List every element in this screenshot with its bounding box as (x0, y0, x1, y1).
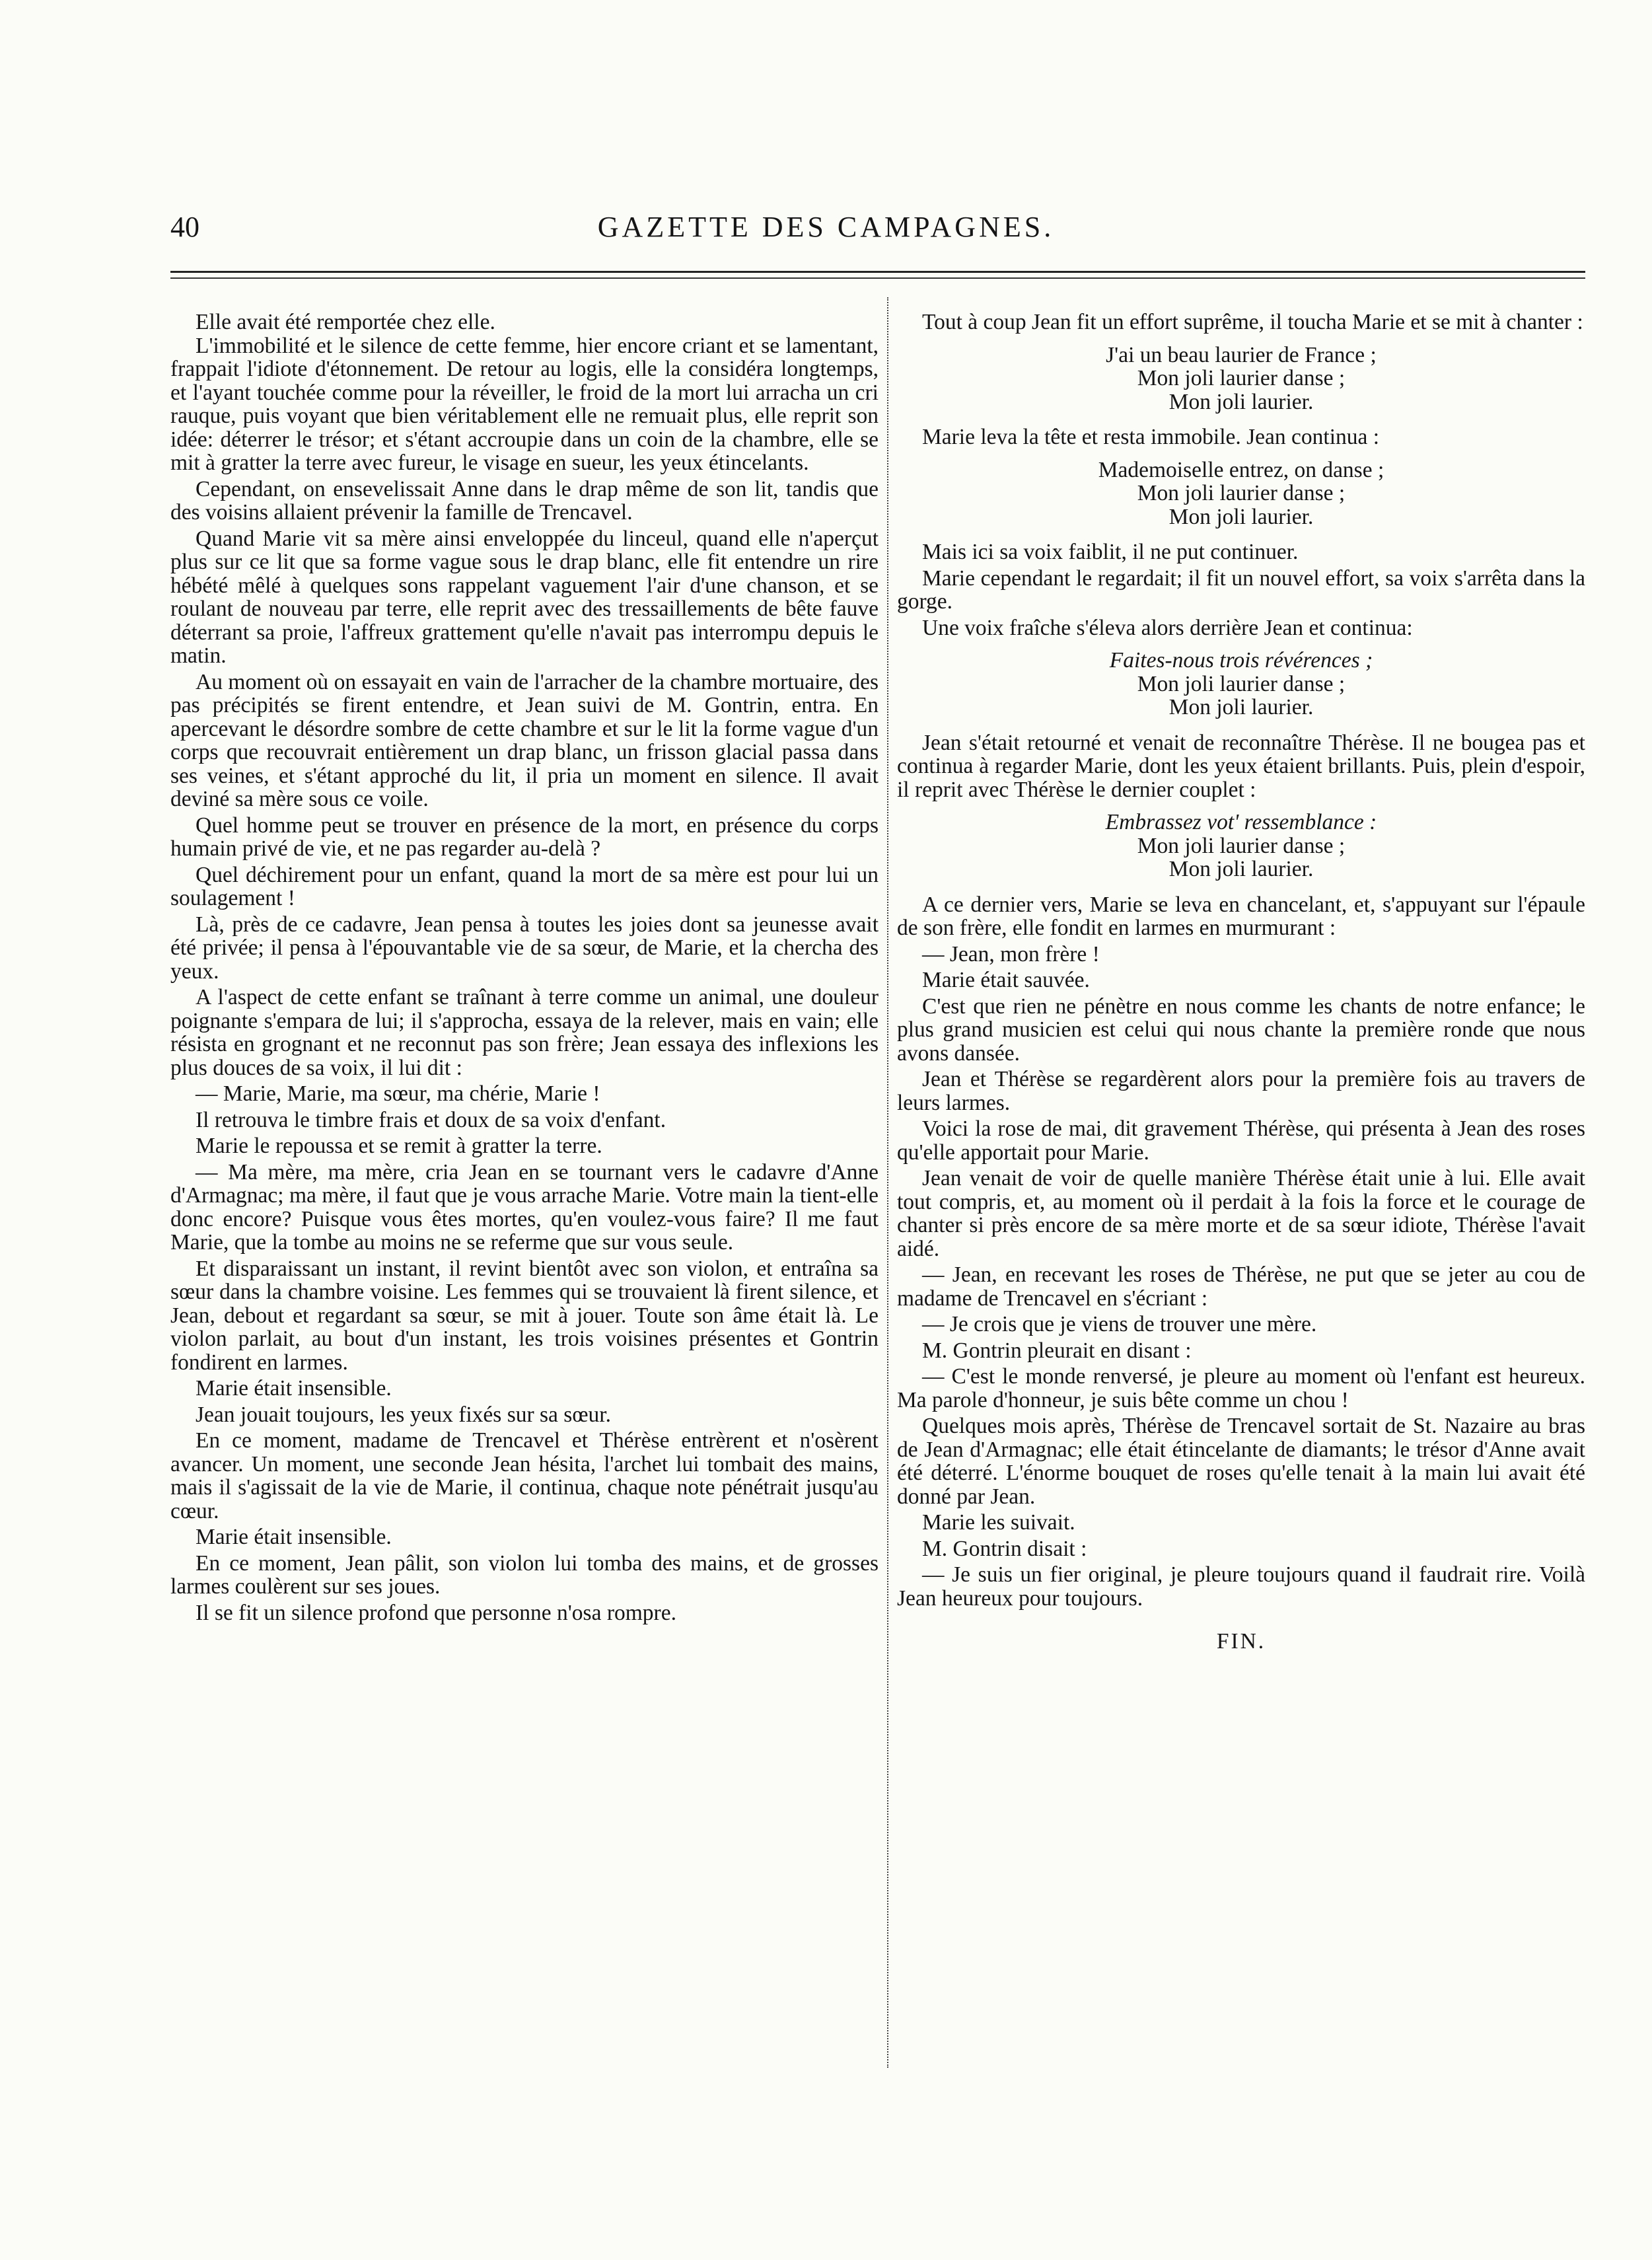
paragraph: Marie était sauvée. (922, 968, 1090, 992)
paragraph: Voici la rose de mai, dit gravement Thérèse, qui présenta à Jean des roses qu'elle apportait pour Marie. (897, 1116, 1585, 1165)
paragraph: L'immobilité et le silence de cette femme, hier encore criant et se lamentant, frappait l'idiote d'étonnement. De retour au logis, elle la considéra longtemps, et l'ayant touchée comme pour la réveiller, le froid de la mort lui arracha un cri rauque, puis voyant que bien véritablement elle ne remuait plus, elle reprit son idée: déterrer le trésor; et s'étant accroupie dans un coin de la chambre, elle se mit à gratter la terre avec fureur, le visage en sueur, les yeux étincelants. (170, 333, 879, 475)
verse-line: Mademoiselle entrez, on danse ; (1098, 457, 1384, 482)
right-column (897, 310, 1585, 2061)
song-verse (897, 811, 1585, 881)
song-verse (897, 649, 1585, 719)
paragraph: A l'aspect de cette enfant se traînant à terre comme un animal, une douleur poignante s'empara de lui; il s'approcha, essaya de la relever, mais en vain; elle résista en grognant et ne reconnut pas son frère; Jean essaya des inflexions les plus douces de sa voix, il lui dit : (170, 985, 879, 1080)
verse-line: Mon joli laurier danse ; (1137, 833, 1346, 858)
verse-line: Mon joli laurier. (1168, 389, 1314, 414)
paragraph: — Je suis un fier original, je pleure toujours quand il faudrait rire. Voilà Jean heureux pour toujours. (897, 1562, 1585, 1611)
paragraph: Quel déchirement pour un enfant, quand la mort de sa mère est pour lui un soulagement ! (170, 862, 879, 910)
paragraph: Mais ici sa voix faiblit, il ne put continuer. (922, 540, 1299, 564)
paragraph: Tout à coup Jean fit un effort suprême, il toucha Marie et se mit à chanter : (922, 310, 1583, 334)
verse-line: Faites-nous trois révérences ; (1109, 648, 1373, 673)
verse-line: Embrassez vot' ressemblance : (1105, 810, 1377, 834)
paragraph: — Ma mère, ma mère, cria Jean en se tournant vers le cadavre d'Anne d'Armagnac; ma mère, il faut que je vous arrache Marie. Votre main la tient-elle donc encore? Puisque vous êtes mortes, qu'en voulez-vous faire? Il me faut Marie, que la tombe au moins ne se referme que sur vous seule. (170, 1159, 879, 1255)
paragraph: Jean venait de voir de quelle manière Thérèse était unie à lui. Elle avait tout compris, et, au moment où il perdait à la fois la force et le courage de chanter si près encore de sa mère morte et de sa sœur idiote, Thérèse l'avait aidé. (897, 1166, 1585, 1261)
header-rule-thin (170, 277, 1585, 279)
verse-line: Mon joli laurier. (1168, 857, 1314, 881)
paragraph: Marie le repoussa et se remit à gratter la terre. (196, 1134, 602, 1158)
paragraph: C'est que rien ne pénètre en nous comme les chants de notre enfance; le plus grand musicien est celui qui nous chante la première ronde que nous avons dansée. (897, 994, 1585, 1066)
verse-line: Mon joli laurier. (1168, 695, 1314, 719)
paragraph: — Jean, mon frère ! (922, 941, 1100, 966)
song-verse (897, 458, 1585, 529)
page-title: GAZETTE DES CAMPAGNES. (597, 211, 1055, 243)
paragraph: — Je crois que je viens de trouver une mère. (922, 1312, 1317, 1336)
verse-line: J'ai un beau laurier de France ; (1106, 342, 1377, 367)
paragraph: Marie était insensible. (196, 1525, 392, 1549)
verse-line: Mon joli laurier danse ; (1137, 481, 1346, 505)
paragraph: Marie était insensible. (196, 1376, 392, 1401)
paragraph: Marie cependant le regardait; il fit un nouvel effort, sa voix s'arrêta dans la gorge. (897, 565, 1585, 614)
paragraph: — C'est le monde renversé, je pleure au moment où l'enfant est heureux. Ma parole d'honneur, je suis bête comme un chou ! (897, 1364, 1585, 1412)
paragraph: — Marie, Marie, ma sœur, ma chérie, Marie ! (196, 1081, 600, 1106)
paragraph: M. Gontrin pleurait en disant : (922, 1338, 1192, 1363)
header-rule (170, 271, 1585, 273)
verse-line: Mon joli laurier. (1168, 504, 1314, 529)
paragraph: Quand Marie vit sa mère ainsi enveloppée du linceul, quand elle n'aperçut plus sur ce lit que sa forme vague sous le drap blanc, elle fit entendre un rire hébété mêlé à quelques sons rappelant vaguement l'air d'une chanson, et se roulant de nouveau par terre, elle reprit avec des tressaillements de bête fauve déterrant sa proie, l'affreux grattement qu'elle n'avait pas interrompu depuis le matin. (170, 526, 879, 668)
verse-line: Mon joli laurier danse ; (1137, 366, 1346, 390)
paragraph: Une voix fraîche s'éleva alors derrière Jean et continua: (922, 615, 1413, 640)
paragraph: Il se fit un silence profond que personne n'osa rompre. (196, 1600, 676, 1625)
paragraph: A ce dernier vers, Marie se leva en chancelant, et, s'appuyant sur l'épaule de son frère, elle fondit en larmes en murmurant : (897, 892, 1585, 940)
column-divider (887, 297, 888, 2068)
verse-line: Mon joli laurier danse ; (1137, 671, 1346, 696)
paragraph: Quelques mois après, Thérèse de Trencavel sortait de St. Nazaire au bras de Jean d'Armagnac; elle était étincelante de diamants; le trésor d'Anne avait été déterré. L'énorme bouquet de roses qu'elle tenait à la main lui avait été donné par Jean. (897, 1414, 1585, 1509)
paragraph: Au moment où on essayait en vain de l'arracher de la chambre mortuaire, des pas précipités se firent entendre, et Jean suivi de M. Gontrin, entra. En apercevant le désordre sombre de cette chambre et sur le lit la forme vague d'un corps que recouvrait entièrement un drap blanc, un frisson glacial passa dans ses veines, et s'étant approché du lit, il pria un moment en silence. Il avait deviné sa mère sous ce voile. (170, 669, 879, 811)
page-number: 40 (170, 211, 199, 243)
paragraph: Cependant, on ensevelissait Anne dans le drap même de son lit, tandis que des voisins allaient prévenir la famille de Trencavel. (170, 476, 879, 525)
paragraph: — Jean, en recevant les roses de Thérèse, ne put que se jeter au cou de madame de Trencavel en s'écriant : (897, 1262, 1585, 1311)
paragraph: Jean et Thérèse se regardèrent alors pour la première fois au travers de leurs larmes. (897, 1067, 1585, 1115)
end-mark: FIN. (1216, 1629, 1266, 1654)
left-column (170, 310, 879, 2061)
paragraph: Elle avait été remportée chez elle. (196, 310, 495, 334)
paragraph: Il retrouva le timbre frais et doux de sa voix d'enfant. (196, 1107, 666, 1132)
paragraph: En ce moment, madame de Trencavel et Thérèse entrèrent et n'osèrent avancer. Un moment, une seconde Jean hésita, l'archet lui tombait des mains, mais il s'agissait de la vie de Marie, il continua, chaque note pénétrait jusqu'au cœur. (170, 1428, 879, 1523)
paragraph: Marie leva la tête et resta immobile. Jean continua : (922, 425, 1380, 449)
paragraph: Quel homme peut se trouver en présence de la mort, en présence du corps humain privé de vie, et ne pas regarder au-delà ? (170, 813, 879, 861)
page-header (0, 210, 1652, 250)
song-verse (897, 344, 1585, 414)
paragraph: M. Gontrin disait : (922, 1536, 1087, 1561)
paragraph: En ce moment, Jean pâlit, son violon lui tomba des mains, et de grosses larmes coulèrent sur ses joues. (170, 1550, 879, 1599)
paragraph: Jean jouait toujours, les yeux fixés sur sa sœur. (196, 1402, 611, 1427)
paragraph: Jean s'était retourné et venait de reconnaître Thérèse. Il ne bougea pas et continua à regarder Marie, dont les yeux étaient brillants. Puis, plein d'espoir, il reprit avec Thérèse le dernier couplet : (897, 730, 1585, 802)
paragraph: Marie les suivait. (922, 1510, 1075, 1535)
paragraph: Et disparaissant un instant, il revint bientôt avec son violon, et entraîna sa sœur dans la chambre voisine. Les femmes qui se trouvaient là firent silence, et Jean, debout et regardant sa sœur, se mit à jouer. Toute son âme était là. Le violon parlait, au bout d'un instant, les trois voisines présentes et Gontrin fondirent en larmes. (170, 1256, 879, 1375)
paragraph: Là, près de ce cadavre, Jean pensa à toutes les joies dont sa jeunesse avait été privée; il pensa à l'épouvantable vie de sa sœur, de Marie, et la chercha des yeux. (170, 912, 879, 984)
